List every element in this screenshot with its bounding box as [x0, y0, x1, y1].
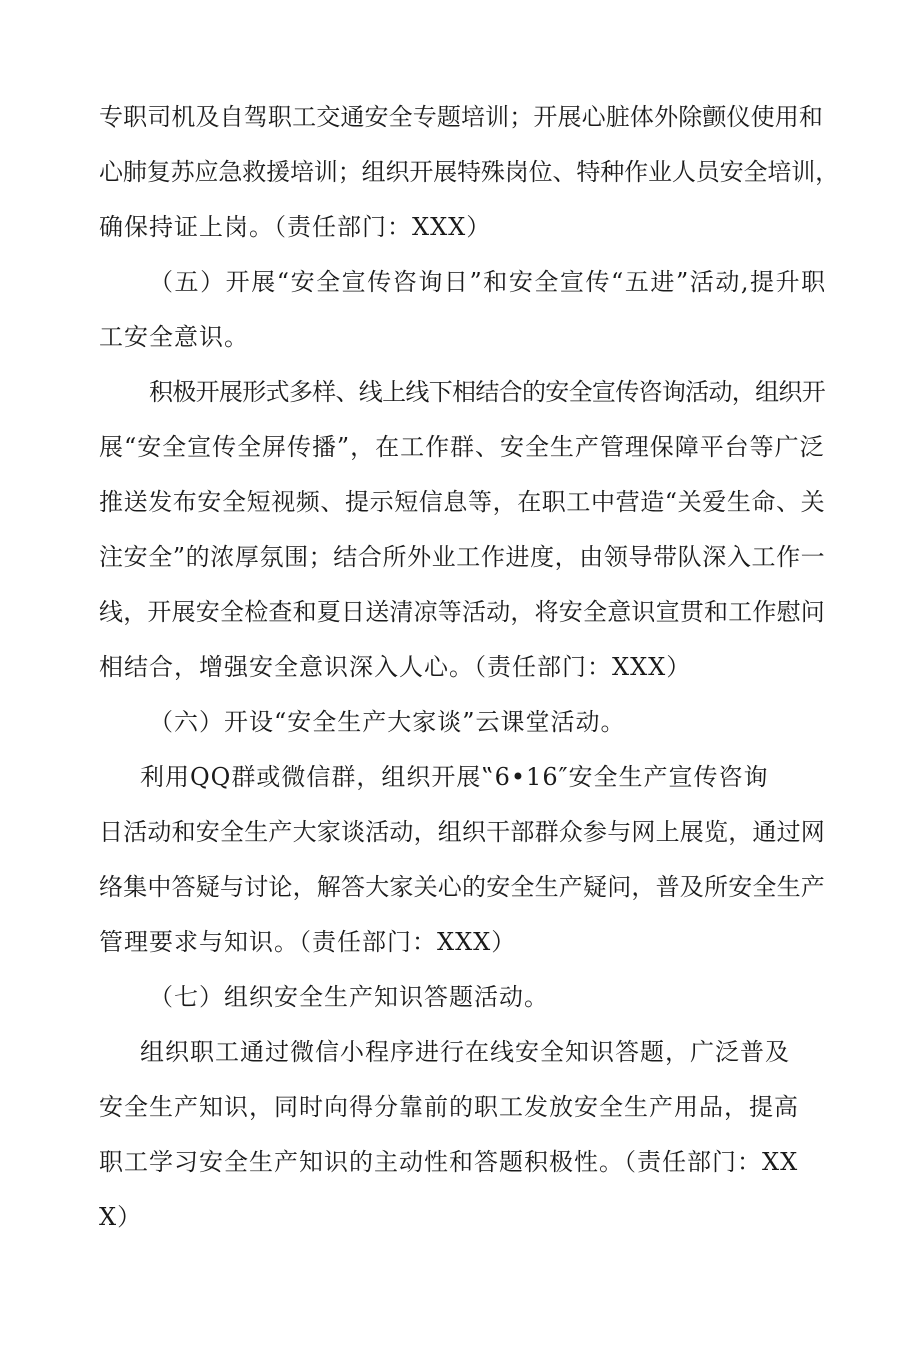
text-line: 络集中答疑与讨论，解答大家关心的安全生产疑问，普及所安全生产 [99, 873, 825, 901]
text-line: 心肺复苏应急救援培训；组织开展特殊岗位、特种作业人员安全培训， [99, 158, 839, 186]
text-line: 确保持证上岗。（责任部门：XXX） [99, 213, 492, 241]
text-line: X） [99, 1203, 143, 1231]
text-line: 注安全”的浓厚氛围；结合所外业工作进度，由领导带队深入工作一 [99, 543, 826, 571]
text-line: 组织职工通过微信小程序进行在线安全知识答题，广泛普及 [140, 1038, 790, 1066]
section-heading: （五）开展“安全宣传咨询日”和安全宣传“五进”活动,提升职 [149, 268, 827, 296]
section-heading: （七）组织安全生产知识答题活动。 [149, 983, 549, 1011]
text-line: 专职司机及自驾职工交通安全专题培训；开展心脏体外除颤仪使用和 [99, 103, 823, 131]
text-line: 日活动和安全生产大家谈活动，组织干部群众参与网上展览，通过网 [99, 818, 825, 846]
text-line: 管理要求与知识。（责任部门：XXX） [99, 928, 517, 956]
section-heading: 工安全意识。 [99, 323, 249, 351]
section-heading: （六）开设“安全生产大家谈”云课堂活动。 [149, 708, 626, 736]
text-line: 职工学习安全生产知识的主动性和答题积极性。（责任部门：XX [99, 1148, 799, 1176]
text-line: 相结合，增强安全意识深入人心。（责任部门：XXX） [99, 653, 692, 681]
text-line: 利用QQ群或微信群，组织开展‟6•16″安全生产宣传咨询 [140, 763, 769, 791]
text-line: 线，开展安全检查和夏日送清凉等活动，将安全意识宣贯和工作慰问 [99, 598, 825, 626]
text-line: 积极开展形式多样、线上线下相结合的安全宣传咨询活动，组织开 [149, 378, 825, 406]
text-line: 安全生产知识，同时向得分靠前的职工发放安全生产用品，提高 [99, 1093, 799, 1121]
text-line: 推送发布安全短视频、提示短信息等，在职工中营造“关爱生命、关 [99, 488, 826, 516]
text-line: 展“安全宣传全屏传播”，在工作群、安全生产管理保障平台等广泛 [99, 433, 825, 461]
